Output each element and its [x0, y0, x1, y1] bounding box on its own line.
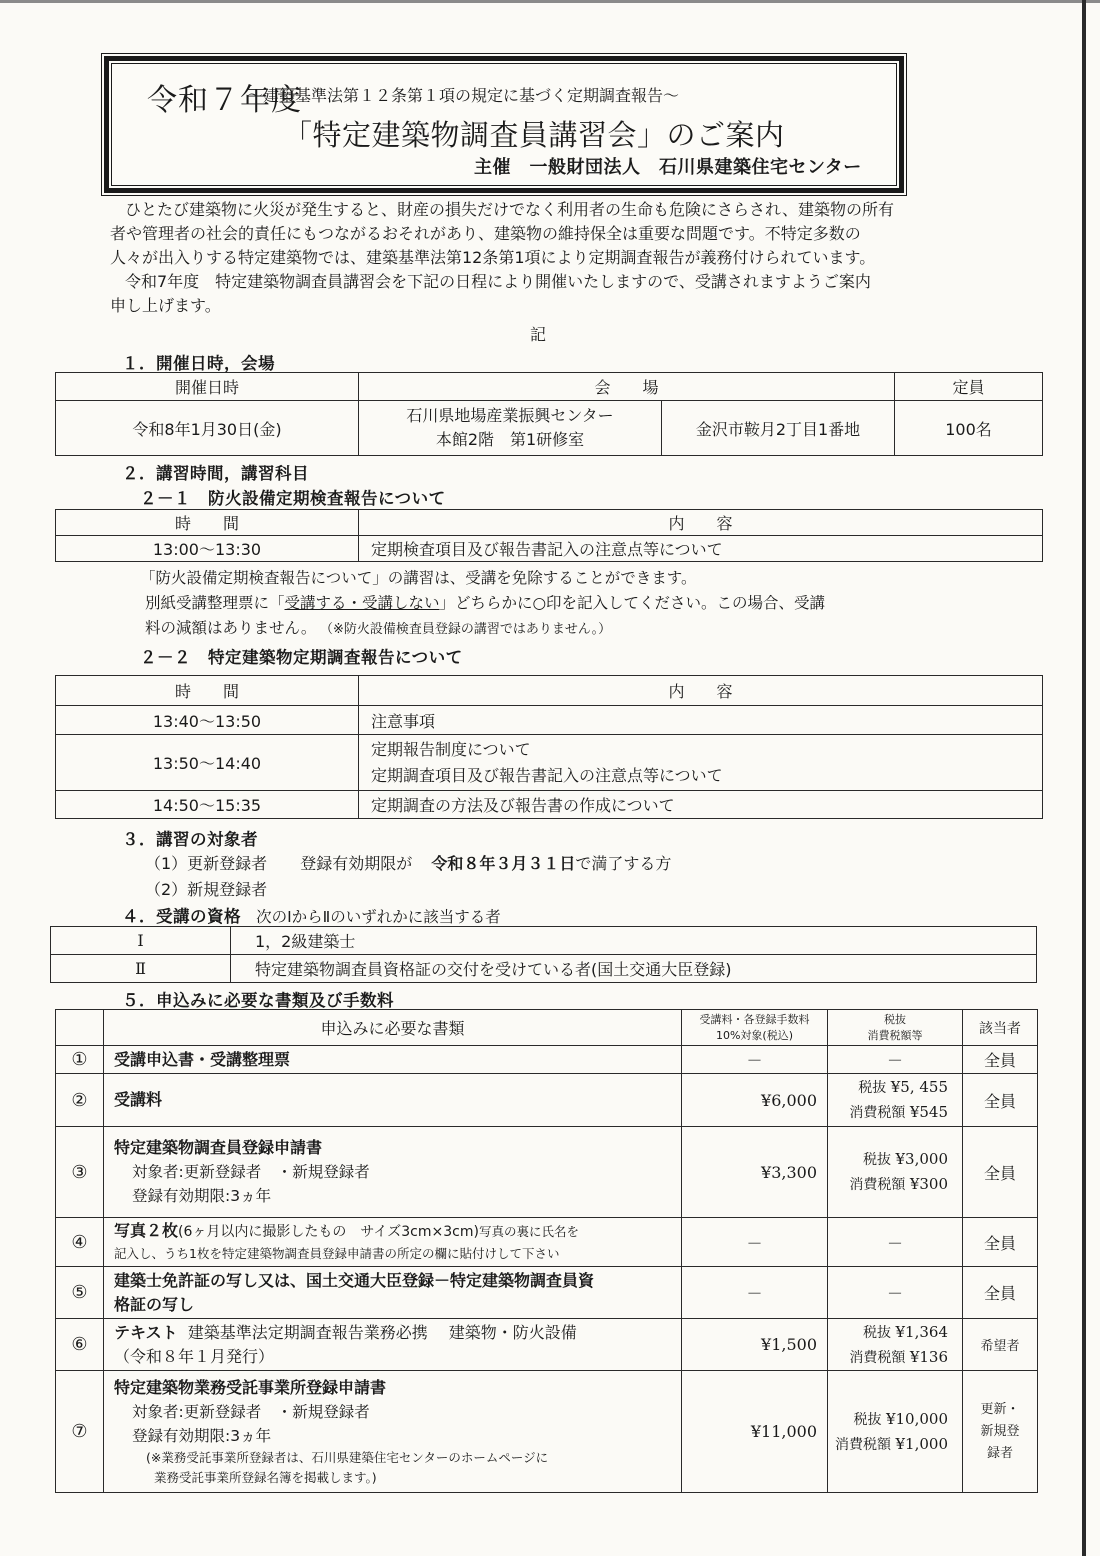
fees-table	[55, 1009, 1038, 1493]
fees-row3-sub1: 対象者:更新登録者 ・新規登録者	[132, 1163, 370, 1181]
fees-header-tax-line1: 税抜	[884, 1012, 906, 1026]
fees-row4-title-bold: 写真２枚	[114, 1220, 179, 1240]
fees-row6-taxex: ¥1,364	[895, 1322, 948, 1341]
fees-row5-title: 建築士免許証の写し又は、国土交通大臣登録－特定建築物調査員資	[114, 1270, 595, 1290]
schedule1-content: 定期検査項目及び報告書記入の注意点等について	[359, 536, 1043, 562]
fees-row	[56, 1371, 1038, 1493]
title-box	[104, 56, 904, 193]
fees-row5-fee: －	[682, 1267, 828, 1319]
intro-line-3: 人々が出入りする特定建築物では、建築基準法第12条第1項により定期調査報告が義務付けられています。	[110, 248, 876, 267]
fees-row7-doc	[104, 1371, 682, 1493]
target-renewal-text: 登録有効期限が	[300, 854, 413, 873]
fees-row2-tax-label: 消費税額	[849, 1105, 906, 1121]
target-renewal-label: （1）更新登録者	[145, 854, 268, 873]
section4-heading: ４．受講の資格	[122, 907, 241, 926]
fees-row4-num: ④	[56, 1218, 104, 1267]
fees-row3-fee: ¥3,300	[682, 1127, 828, 1218]
fees-row2-taxex-label: 税抜	[858, 1080, 887, 1096]
fees-row6-sub1: （令和８年１月発行）	[114, 1346, 275, 1366]
fees-header-who: 該当者	[963, 1010, 1038, 1046]
fees-row7-tax-amount: ¥1,000	[895, 1434, 948, 1453]
fees-row5-doc	[104, 1267, 682, 1319]
fees-header-tax	[828, 1010, 963, 1046]
fee-reduction-aside: （※防火設備検査員登録の講習ではありません。）	[326, 622, 612, 637]
page-title: 「特定建築物調査員講習会」のご案内	[283, 118, 785, 152]
fees-row4-sub: 記入し、うち1枚を特定建築物調査員登録申請書の所定の欄に貼付けして下さい	[114, 1245, 560, 1261]
fees-row7-num: ⑦	[56, 1371, 104, 1493]
fees-row3-title: 特定建築物調査員登録申請書	[114, 1138, 323, 1157]
fees-row2-title: 受講料	[104, 1074, 682, 1127]
fees-row3-taxex: ¥3,000	[895, 1150, 948, 1168]
fees-header-num	[56, 1010, 104, 1046]
fees-row7-who-l2: 新規登	[980, 1423, 1020, 1439]
fees-row3-sub2: 登録有効期限:3ヵ年	[132, 1187, 272, 1205]
fees-row6-tax-label: 消費税額	[849, 1349, 906, 1366]
schedule2-header-time: 時 間	[56, 676, 359, 706]
section5-heading: ５．申込みに必要な書類及び手数料	[122, 991, 394, 1010]
fees-row6-doc	[104, 1319, 682, 1371]
fees-row7-who-l1: 更新・	[980, 1401, 1020, 1417]
fees-row3-num: ③	[56, 1127, 104, 1218]
venue-header-capacity: 定員	[895, 373, 1043, 401]
fees-row	[56, 1267, 1038, 1319]
fees-row4-title-small: 写真の裏に氏名を	[478, 1223, 579, 1239]
attend-choice-underlined: 受講する・受講しない	[284, 594, 440, 612]
fees-row	[56, 1074, 1038, 1127]
schedule2-row1-content: 注意事項	[359, 706, 1043, 735]
fees-row6-who: 希望者	[963, 1319, 1038, 1371]
section4-desc: 次のⅠからⅡのいずれかに該当する者	[256, 908, 501, 926]
fees-row6-fee: ¥1,500	[682, 1319, 828, 1371]
organizer: 主催 一般財団法人 石川県建築住宅センター	[474, 157, 862, 178]
schedule-table-1	[55, 509, 1043, 562]
fees-row4-fee: －	[682, 1218, 828, 1267]
intro-line-4: 令和7年度 特定建築物調査員講習会を下記の日程により開催いたしますので、受講されますようご案内	[125, 272, 871, 291]
schedule1-header-content: 内 容	[359, 510, 1043, 536]
fees-row7-sub1: 対象者:更新登録者 ・新規登録者	[132, 1402, 370, 1421]
fees-header-fee	[682, 1010, 828, 1046]
fee-reduction-text: 料の減額はありません。	[145, 619, 317, 637]
target-renewal	[145, 851, 671, 874]
fees-row6-title-bold: テキスト	[114, 1322, 178, 1342]
fees-row2-num: ②	[56, 1074, 104, 1127]
schedule1-time: 13:00～13:30	[56, 536, 359, 562]
fees-row7-note2: 業務受託事業所登録名簿を掲載します。)	[154, 1469, 377, 1485]
intro-line-5: 申し上げます。	[110, 296, 221, 315]
venue-table	[55, 372, 1043, 456]
fees-row7-tax	[828, 1371, 963, 1493]
venue-name	[359, 401, 662, 456]
fees-row4-tax: －	[828, 1218, 963, 1267]
page-edge-right	[1082, 0, 1086, 1556]
fees-row5-num: ⑤	[56, 1267, 104, 1319]
fees-row3-tax-label: 消費税額	[849, 1177, 906, 1193]
venue-capacity: 100名	[895, 401, 1043, 456]
qualification-2-text: 特定建築物調査員資格証の交付を受けている者(国土交通大臣登録)	[231, 955, 1037, 983]
intro-line-1: ひとたび建築物に火災が発生すると、財産の損失だけでなく利用者の生命も危険にさらされ、建築物の所有	[125, 200, 894, 219]
fees-row6-num: ⑥	[56, 1319, 104, 1371]
fees-row2-taxex: ¥5, 455	[890, 1078, 948, 1096]
schedule2-row3-content: 定期調査の方法及び報告書の作成について	[359, 791, 1043, 819]
fees-row2-fee: ¥6,000	[682, 1074, 828, 1127]
fees-row1-tax: －	[828, 1046, 963, 1074]
fees-row1-fee: －	[682, 1046, 828, 1074]
target-new: （2）新規登録者	[145, 880, 268, 899]
schedule1-header-time: 時 間	[56, 510, 359, 536]
target-renewal-tail: で満了する方	[575, 854, 672, 873]
fees-row3-who: 全員	[963, 1127, 1038, 1218]
fees-row7-fee: ¥11,000	[682, 1371, 828, 1493]
fees-row3-taxex-label: 税抜	[863, 1152, 892, 1168]
exemption-instruction	[145, 591, 825, 613]
fees-row3-tax-amount: ¥300	[909, 1175, 948, 1193]
fees-header-fee-line2: 10%対象(税込)	[715, 1028, 794, 1042]
fees-row	[56, 1218, 1038, 1267]
schedule2-header-content: 内 容	[359, 676, 1043, 706]
target-renewal-date: 令和８年３月３１日	[431, 854, 576, 873]
venue-address: 金沢市鞍月2丁目1番地	[662, 401, 895, 456]
fees-row4-doc	[104, 1218, 682, 1267]
fees-header-fee-line1: 受講料・各登録手数料	[699, 1012, 810, 1026]
section2-heading: ２．講習時間，講習科目	[122, 464, 309, 483]
fees-row5-who: 全員	[963, 1267, 1038, 1319]
intro-line-2: 者や管理者の社会的責任にもつながるおそれがあり、建築物の維持保全は重要な問題です。不特定多数の	[110, 224, 861, 243]
schedule2-row2-time: 13:50～14:40	[56, 735, 359, 791]
fees-row7-taxex-label: 税抜	[853, 1411, 882, 1428]
section2-2-heading: ２－２ 特定建築物定期調査報告について	[140, 648, 463, 667]
section1-heading: １．開催日時，会場	[122, 354, 275, 373]
fees-row6-title-rest: 建築基準法定期調査報告業務必携 建築物・防火設備	[187, 1322, 577, 1342]
fees-header-tax-line2: 消費税額等	[867, 1028, 923, 1042]
fees-row	[56, 1046, 1038, 1074]
schedule2-row2-line1: 定期報告制度について	[371, 739, 531, 759]
fees-row7-who	[963, 1371, 1038, 1493]
section4-header	[122, 903, 501, 927]
venue-name-line1: 石川県地場産業振興センター	[406, 406, 614, 425]
fees-row6-taxex-label: 税抜	[863, 1324, 892, 1341]
qualification-table	[50, 926, 1037, 983]
schedule2-row2-content	[359, 735, 1043, 791]
fees-row3-tax	[828, 1127, 963, 1218]
fees-row5-title2: 格証の写し	[114, 1294, 195, 1314]
section2-1-heading: ２－１ 防火設備定期検査報告について	[140, 489, 446, 508]
schedule2-row3-time: 14:50～15:35	[56, 791, 359, 819]
ki-marker: 記	[530, 325, 547, 344]
instruction-pre: 別紙受講整理票に「	[145, 594, 285, 612]
title-subtitle: ～建築基準法第１２条第１項の規定に基づく定期調査報告～	[247, 86, 680, 105]
fees-header-docs: 申込みに必要な書類	[104, 1010, 682, 1046]
venue-date: 令和8年1月30日(金)	[56, 401, 359, 456]
qualification-1-num: Ⅰ	[51, 927, 231, 955]
fees-row2-who: 全員	[963, 1074, 1038, 1127]
instruction-post: 」どちらかに○印を記入してください。この場合、受講	[439, 594, 826, 612]
page-edge-top	[0, 0, 1100, 3]
fees-row1-who: 全員	[963, 1046, 1038, 1074]
fees-row7-note1: (※業務受託事業所登録者は、石川県建築住宅センターのホームページに	[146, 1449, 549, 1465]
section3-heading: ３．講習の対象者	[122, 830, 258, 849]
schedule2-row2-line2: 定期調査項目及び報告書記入の注意点等について	[371, 765, 723, 785]
fees-row	[56, 1319, 1038, 1371]
fees-row	[56, 1127, 1038, 1218]
schedule-table-2	[55, 675, 1043, 819]
fees-row7-who-l3: 録者	[986, 1445, 1013, 1461]
venue-header-venue: 会 場	[359, 373, 895, 401]
fees-row6-tax-amount: ¥136	[909, 1347, 948, 1366]
schedule2-row1-time: 13:40～13:50	[56, 706, 359, 735]
exemption-note: 「防火設備定期検査報告について」の講習は、受講を免除することができます。	[140, 569, 697, 587]
title-year: 令和７年度	[147, 83, 302, 118]
fees-row7-tax-label: 消費税額	[835, 1436, 892, 1453]
fees-row3-doc	[104, 1127, 682, 1218]
fee-reduction-note	[145, 616, 611, 638]
fees-row6-tax	[828, 1319, 963, 1371]
venue-name-line2: 本館2階 第1研修室	[435, 430, 585, 449]
fees-row7-taxex: ¥10,000	[885, 1409, 948, 1428]
fees-row4-title-rest: (6ヶ月以内に撮影したもの サイズ3cm×3cm)	[178, 1223, 479, 1240]
fees-row1-title: 受講申込書・受講整理票	[104, 1046, 682, 1074]
fees-row7-sub2: 登録有効期限:3ヵ年	[132, 1426, 272, 1445]
fees-row1-num: ①	[56, 1046, 104, 1074]
qualification-2-num: Ⅱ	[51, 955, 231, 983]
fees-row2-tax-amount: ¥545	[909, 1103, 948, 1121]
fees-row2-tax	[828, 1074, 963, 1127]
fees-row7-title: 特定建築物業務受託事業所登録申請書	[114, 1377, 387, 1397]
fees-row4-who: 全員	[963, 1218, 1038, 1267]
fees-row5-tax: －	[828, 1267, 963, 1319]
venue-header-date: 開催日時	[56, 373, 359, 401]
qualification-1-text: 1，2級建築士	[231, 927, 1037, 955]
